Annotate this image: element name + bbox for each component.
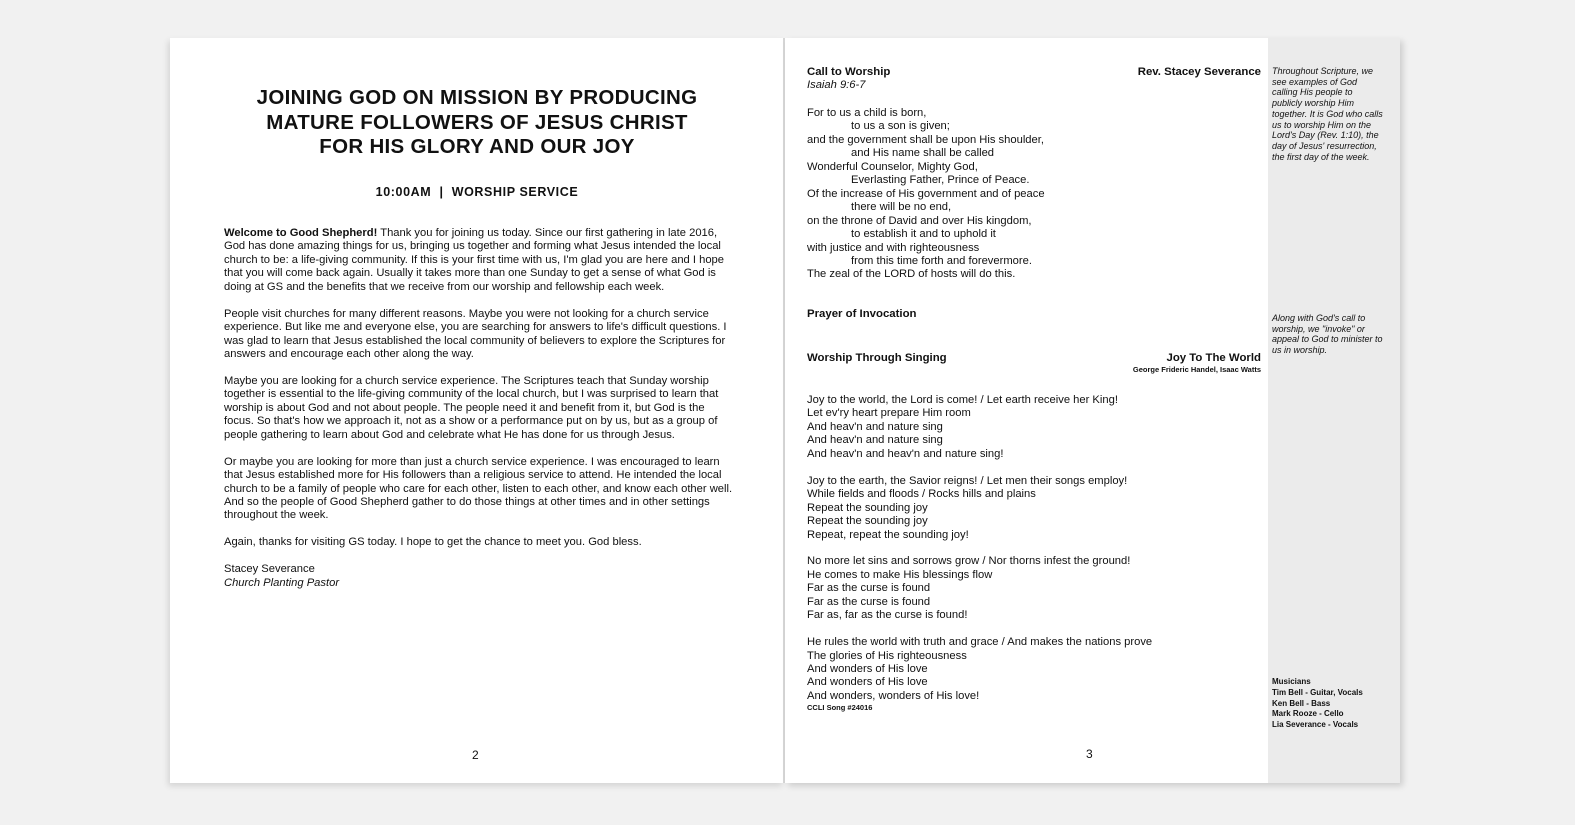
musicians-list [1272, 677, 1394, 731]
left-page [170, 38, 784, 783]
singing-heading: Worship Through Singing [807, 352, 947, 364]
reading-line: from this time forth and forevermore. [851, 254, 1032, 267]
lyric-line: And heav'n and nature sing [807, 434, 943, 447]
page-number-left: 2 [472, 748, 479, 762]
signature-name: Stacey Severance [224, 563, 315, 576]
reading-line: on the throne of David and over His kingdom, [807, 214, 1032, 227]
service-name: WORSHIP SERVICE [451, 185, 579, 199]
title-line-2: MATURE FOLLOWERS OF JESUS CHRIST [266, 110, 688, 134]
lyric-line: Joy to the world, the Lord is come! / Let earth receive her King! [807, 394, 1118, 406]
right-page [785, 38, 1400, 783]
lyric-stanza [807, 475, 1261, 542]
letter-paragraph-4: Or maybe you are looking for more than just a church service experience. I was encouraged to learn that Jesus established more for His followers than a religious service to attend. He intended the local church to be a family of people who care for each other, listen to each other, and know each other well. And so the people of Good Shepherd gather to do those things at other times and in other settings throughout the week. [224, 455, 733, 522]
musicians-heading: Musicians [1272, 677, 1311, 686]
ccli-number: CCLI Song #24016 [807, 703, 873, 713]
lyric-line: Repeat, repeat the sounding joy! [807, 528, 969, 541]
lyric-line: Far as the curse is found [807, 595, 931, 608]
letter-paragraph-3: Maybe you are looking for a church service experience. The Scriptures teach that Sunday worship together is essential to the life-giving community of the local church, but I was surprised to learn that worship is about God and not about people. The people need it and benefit from it, but God is the focus. So that's how we approach it, not as a show or a performance put on by us, but as a group of people gathering to learn about God and celebrate what He has done for us through Jesus. [224, 374, 719, 441]
lyric-line: He comes to make His blessings flow [807, 568, 993, 581]
letter-paragraph-2: People visit churches for many different reasons. Maybe you were not looking for a church service experience. But like me and everyone else, you are searching for answers to life's difficult questions. I was glad to learn that Jesus established the local community of believers to explore the Scriptures for answers and encourage each other along the way. [224, 307, 727, 361]
lyric-line: And wonders of His love [807, 663, 928, 676]
title-line-1: JOINING GOD ON MISSION BY PRODUCING [256, 86, 698, 109]
reading-line: Of the increase of His government and of peace [807, 187, 1045, 200]
reading-line: and the government shall be upon His shoulder, [807, 133, 1044, 146]
singing-header [807, 352, 1261, 375]
prayer-heading: Prayer of Invocation [807, 308, 917, 320]
lyric-line: While fields and floods / Rocks hills and plains [807, 488, 1036, 501]
lyric-line: And heav'n and heav'n and nature sing! [807, 447, 1004, 460]
lyric-stanza [807, 636, 1261, 713]
signature-title: Church Planting Pastor [224, 576, 340, 589]
lyric-stanza [807, 555, 1261, 622]
lyric-line: Far as, far as the curse is found! [807, 609, 968, 622]
lyric-line: And heav'n and nature sing [807, 420, 943, 433]
song-composers: George Frideric Handel, Isaac Watts [1132, 365, 1261, 375]
song-title: Joy To The World [1166, 352, 1261, 364]
call-to-worship-leader: Rev. Stacey Severance [1137, 66, 1261, 78]
lyric-line: Joy to the earth, the Savior reigns! / Let men their songs employ! [807, 474, 1128, 487]
musician-1: Tim Bell - Guitar, Vocals [1272, 687, 1363, 697]
call-to-worship-heading: Call to Worship [807, 66, 891, 78]
margin-sidebar [1268, 38, 1400, 783]
lyric-line: Let ev'ry heart prepare Him room [807, 407, 971, 420]
reading-line: with justice and with righteousness [807, 241, 980, 254]
reading-line: Wonderful Counselor, Mighty God, [807, 160, 978, 173]
lyric-line: And wonders, wonders of His love! [807, 689, 980, 702]
scripture-reading [807, 107, 1261, 282]
lyric-stanza [807, 394, 1261, 461]
lyric-line: No more let sins and sorrows grow / Nor thorns infest the ground! [807, 555, 1131, 568]
welcome-lead: Welcome to Good Shepherd! [224, 227, 378, 239]
reading-line: to establish it and to uphold it [851, 228, 996, 241]
letter-paragraph-1 [224, 227, 734, 294]
musician-2: Ken Bell - Bass [1272, 698, 1331, 708]
lyric-line: Repeat the sounding joy [807, 501, 928, 514]
page-title [170, 86, 784, 160]
lyric-line: The glories of His righteousness [807, 649, 967, 662]
service-time: 10:00AM [375, 185, 432, 199]
page-number-right: 3 [1086, 747, 1093, 761]
prayer-of-invocation [807, 308, 1261, 321]
scripture-reference: Isaiah 9:6-7 [807, 79, 866, 92]
lyric-line: Far as the curse is found [807, 582, 931, 595]
title-line-3: FOR HIS GLORY AND OUR JOY [319, 135, 635, 158]
lyric-line: And wonders of His love [807, 676, 928, 689]
welcome-letter [224, 227, 734, 590]
song-lyrics [807, 394, 1261, 713]
call-to-worship-header [807, 66, 1261, 93]
service-separator: | [439, 185, 444, 199]
reading-line: For to us a child is born, [807, 107, 927, 119]
letter-paragraph-1-text: Thank you for joining us today. Since our first gathering in late 2016, God has done amazing things for us, bringing us together and forming what Jesus intended the local church to be: a life-giving community. If this is your first time with us, I'm glad you are here and I hope that you will come back again. Usually it takes more than one Sunday to get a sense of what God is doing at GS and the benefits that we receive from our worship and fellowship each week. [224, 227, 724, 293]
service-line [170, 185, 784, 199]
reading-line: there will be no end, [851, 201, 952, 214]
call-to-worship-note: Throughout Scripture, we see examples of God calling His people to publicly worship Him together. It is God who calls us to worship Him on the Lord's Day (Rev. 1:10), the day of Jesus' resurrection, the first day of the week. [1272, 66, 1383, 162]
reading-line: The zeal of the LORD of hosts will do this. [807, 268, 1016, 281]
musician-3: Mark Rooze - Cello [1272, 709, 1344, 719]
lyric-line: Repeat the sounding joy [807, 515, 928, 528]
reading-line: to us a son is given; [851, 120, 950, 133]
lyric-line: He rules the world with truth and grace / And makes the nations prove [807, 636, 1153, 649]
reading-line: Everlasting Father, Prince of Peace. [851, 174, 1030, 187]
invocation-note: Along with God's call to worship, we "invoke" or appeal to God to minister to us in worship. [1272, 313, 1383, 356]
musician-4: Lia Severance - Vocals [1272, 720, 1359, 730]
reading-line: and His name shall be called [851, 147, 995, 160]
letter-paragraph-5: Again, thanks for visiting GS today. I hope to get the chance to meet you. God bless. [224, 536, 642, 549]
